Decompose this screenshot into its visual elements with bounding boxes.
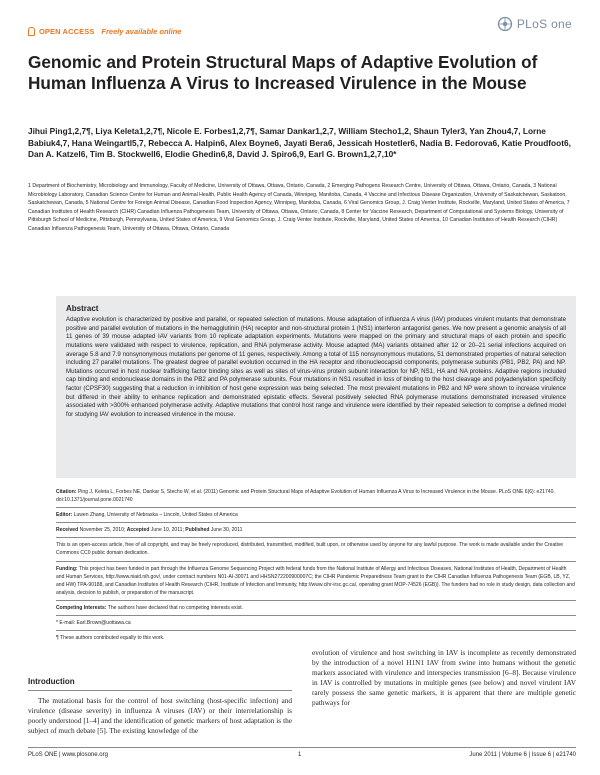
affiliations: 1 Department of Biochemistry, Microbiology and Immunology, Faculty of Medicine, University of Ottawa, Ottawa, Ontario, Canada, 2 Emerging Pathogens Research Centre, University of Ottawa, Ottawa, Ontario, Canada, 3 National Microbiology Laboratory, Canadian Science Centre for Human and Animal Health, Public Health Agency of Canada, Winnipeg, Manitoba, Canada, 4 Vaccine and Infectious Disease Organization, University of Saskatchewan, Saskatoon, Saskatchewan, Canada, 5 National Centre for Foreign Animal Disease, Canadian Food Inspection Agency, Winnipeg, Manitoba, Canada, 6 Viral Genomics Group, J. Craig Venter Institute, Rockville, Maryland, United States of America, 7 Canadian Institutes of Health Research (CIHR) Canadian Influenza Pathogenesis Team, University of Ottawa, Ottawa, Ontario, Canada, 8 Center for Vaccine Research, Department of Computational and Systems Biology, University of Pittsburgh School of Medicine, Pittsburgh, Pennsylvania, United States of America, 9 Viral Genomics Group, J. Craig Venter Institute, Rockville, Maryland, United States of America, 10 Canadian Institutes of Health Research (CIHR) Canadian Influenza Pathogenesis Team, University of Ottawa, Ottawa, Ontario, Canada	[28, 183, 570, 232]
abstract-heading: Abstract	[66, 304, 99, 313]
corresponding-email[interactable]: * E-mail: Earl.Brown@uottawa.ca	[56, 620, 131, 627]
meta-divider	[56, 630, 576, 631]
journal-logo-text: PLoS one	[516, 17, 572, 31]
intro-left-column: The mutational basis for the control of host switching (host-specific infection) and virulence (disease severity) in influenza A viruses (IAV) or their interrelationship is poorly understood [1–4] and the identification of genetic markers of host adaptation is the subject of much debate [5]. The existing knowledge of the	[28, 696, 292, 736]
open-access-banner	[28, 24, 181, 38]
editor	[56, 511, 576, 519]
article-title: Genomic and Protein Structural Maps of Adaptive Evolution of Human Influenza A Virus to Increased Virulence in the Mouse	[28, 52, 538, 93]
footer-issue: June 2011 | Volume 6 | Issue 6 | e21740	[469, 752, 576, 758]
competing-interests	[56, 604, 576, 612]
free-online-label: Freely available online	[101, 26, 182, 36]
received-date: November 25, 2010;	[79, 527, 126, 534]
citation	[56, 488, 576, 504]
published-date: June 30, 2011	[210, 527, 243, 534]
accepted-date: June 10, 2011;	[150, 527, 184, 534]
abstract-text: Adaptive evolution is characterized by positive and parallel, or repeated selection of mutations. Mouse adaptation of influenza A virus (IAV) produces virulent mutants that demonstrate positive and parallel evolution of mutations in the hemagglutinin (HA) receptor and non-structural protein 1 (NS1) interferon antagonist genes. We now present a genomic analysis of all 11 genes of 39 mouse adapted IAV variants from 10 replicate adaptation experiments. Mutations were mapped on the primary and structural maps of each protein and specific mutations were validated with respect to virulence, replication, and RNA polymerase activity. Mouse adapted (MA) variants obtained after 12 or 20–21 serial infections acquired on average 5.8 and 7.9 nonsynonymous mutations per genome of 11 genes, respectively. Among a total of 115 nonsynonymous mutations, 51 demonstrated properties of natural selection including 27 parallel mutations. The greatest degree of parallel evolution occurred in the HA receptor and ribonucleocapsid components, polymerase subunits (PB1, PB2, PA) and NP. Mutations occurred in host nuclear trafficking factor binding sites as well as sites of virus-virus protein subunit interaction for NP, NS1, HA and NA proteins. Adaptive regions included cap binding and endonuclease domains in the PB2 and PA polymerase subunits. Four mutations in NS1 resulted in loss of binding to the host cleavage and polyadenylation specificity factor (CPSF30) suggesting that a reduction in inhibition of host gene expression was being selected. The most prevalent mutations in PB2 and NP were shown to increase virulence but differed in their ability to enhance replication and demonstrated epistatic effects. Several positively selected RNA polymerase mutations demonstrated increased virulence associated with >300% enhanced polymerase activity. Adaptive mutations that control host range and virulence were identified by their repeated selection to comprise a defined model for studying IAV evolution to increased virulence in the mouse.	[66, 316, 566, 418]
funding	[56, 565, 576, 597]
competing-text: The authors have declared that no competing interests exist.	[107, 604, 244, 611]
copyright: This is an open-access article, free of all copyright, and may be freely reproduced, distributed, transmitted, modified, built upon, or otherwise used by anyone for any lawful purpose. The work is made available under the Creative Commons CC0 public domain dedication.	[56, 542, 564, 557]
citation-text: Ping J, Keleta L, Forbes NE, Dankar S, Stecho W, et al. (2011) Genomic and Protein Structural Maps of Adaptive Evolution of Human Influenza A Virus to Increased Virulence in the Mouse. PLoS ONE 6(6): e21740. doi:10.1371/journal.pone.0021740	[56, 489, 555, 504]
author-list: Jihui Ping1,2,7¶, Liya Keleta1,2,7¶, Nicole E. Forbes1,2,7¶, Samar Dankar1,2,7, William Stecho1,2, Shaun Tyler3, Yan Zhou4,7, Lorne Babiuk4,7, Hana Weingartl5,7, Rebecca A. Halpin6, Alex Boyne6, Jayati Bera6, Jessicah Hostetler6, Nadia B. Fedorova6, Katie Proudfoot6, Dan A. Katzel6, Tim B. Stockwell6, Elodie Ghedin6,8, David J. Spiro6,9, Earl G. Brown1,2,7,10*	[28, 126, 571, 160]
introduction-rule	[28, 690, 292, 691]
abstract-box	[56, 296, 576, 478]
editor-label: Editor:	[56, 512, 73, 519]
introduction-heading: Introduction	[28, 677, 75, 686]
plos-logo-icon	[497, 16, 513, 32]
funding-text: This project has been funded in part through the Influenza Genome Sequencing Project with federal funds from the National Institute of Allergy and Infectious Diseases, National Institutes of Health, Department of Health and Human Services, http://www.niaid.nih.gov/, under contract numbers N01-AI-30071 and HHSN272200900007C; the CIHR Pandemic Preparedness Team grant to the CIHR Canadian Influenza Pathogenesis Team (EGB, LB, YZ, and HW) TPA-90188, and Canadian Institutes of Health Research (CIHR, Institute of Infection and Immunity, http://www.cihr-irsc.gc.ca/, operating grant MOP-74526 (EGB)). The funders had no role in study design, data collection and analysis, decision to publish, or preparation of the manuscript.	[56, 565, 575, 596]
footer-rule	[28, 747, 576, 748]
meta-divider	[56, 600, 576, 601]
dates	[56, 526, 576, 534]
citation-label: Citation:	[56, 489, 77, 495]
article-metadata	[56, 488, 576, 645]
meta-divider	[56, 507, 576, 508]
accepted-label: Accepted	[126, 527, 150, 534]
meta-divider	[56, 522, 576, 523]
competing-label: Competing Interests:	[56, 604, 107, 611]
journal-logo[interactable]	[497, 16, 572, 32]
meta-divider	[56, 537, 576, 538]
open-access-lock-icon	[28, 27, 35, 36]
meta-divider	[56, 615, 576, 616]
open-access-label: OPEN ACCESS	[39, 26, 95, 36]
editor-text: Luwen Zhang, University of Nebraska – Lincoln, United States of America	[73, 512, 238, 519]
equal-contribution-note: ¶ These authors contributed equally to this work.	[56, 635, 165, 642]
footer-page-number: 1	[298, 752, 302, 758]
meta-divider	[56, 561, 576, 562]
intro-right-column: evolution of virulence and host switching in IAV is incomplete as recently demonstrated by the introduction of a novel H1N1 IAV from swine into humans without the genetic markers associated with virulence and interspecies transmission [6–8]. Because virulence in IAV is controlled by mutations in multiple genes (see below) and novel virulent IAV rarely possess the same genetic markers, it is apparent that there are multiple genetic pathways for	[312, 648, 576, 708]
funding-label: Funding:	[56, 565, 78, 572]
received-label: Received	[56, 527, 79, 534]
footer-journal[interactable]: PLoS ONE | www.plosone.org	[28, 752, 108, 758]
published-label: Published	[185, 527, 210, 534]
